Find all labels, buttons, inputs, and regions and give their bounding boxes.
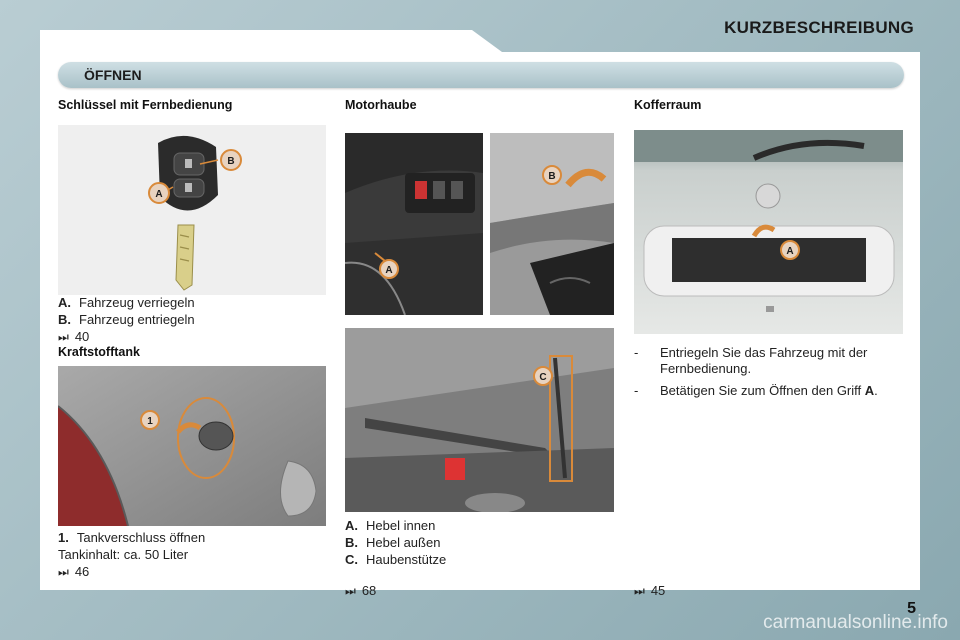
callout-b-outside: B <box>542 165 562 185</box>
watermark: carmanualsonline.info <box>763 612 948 633</box>
key-reference: ⏭ 40 <box>58 329 90 344</box>
bonnet-item-b: B. Hebel außen <box>345 535 441 550</box>
fuel-reference: ⏭ 46 <box>58 564 90 579</box>
bonnet-caption <box>345 517 614 568</box>
bonnet-heading: Motorhaube <box>345 98 417 112</box>
page-reference-icon: ⏭ <box>58 330 69 344</box>
fuel-capacity: Tankinhalt: ca. 50 Liter <box>58 547 189 562</box>
page-reference-icon: ⏭ <box>634 584 645 598</box>
key-image <box>58 125 326 295</box>
bonnet-lever-inside-image <box>345 133 483 315</box>
boot-instruction-1: - Entriegeln Sie das Fahrzeug mit der Fernbedienung. <box>634 345 868 376</box>
fuel-image <box>58 366 326 526</box>
page-reference-icon: ⏭ <box>345 584 356 598</box>
page-reference-icon: ⏭ <box>58 565 69 579</box>
fuel-caption <box>58 529 326 581</box>
bonnet-prop-image <box>345 328 614 512</box>
key-caption <box>58 294 326 346</box>
fuel-heading: Kraftstofftank <box>58 345 140 359</box>
bonnet-item-c: C. Haubenstütze <box>345 552 447 567</box>
boot-instructions <box>634 345 906 405</box>
key-heading: Schlüssel mit Fernbedienung <box>58 98 233 112</box>
callout-c: C <box>533 366 553 386</box>
section-banner <box>58 62 904 88</box>
bonnet-item-a: A. Hebel innen <box>345 518 436 533</box>
callout-a: A <box>148 182 170 204</box>
callout-a-inside: A <box>379 259 399 279</box>
banner-title: ÖFFNEN <box>84 67 142 83</box>
boot-instruction-2: - Betätigen Sie zum Öffnen den Griff A. <box>634 383 878 398</box>
section-title: KURZBESCHREIBUNG <box>724 18 914 37</box>
boot-heading: Kofferraum <box>634 98 702 112</box>
callout-b: B <box>220 149 242 171</box>
key-item-a: A. Fahrzeug verriegeln <box>58 295 195 310</box>
page-number: 5 <box>907 600 916 617</box>
fuel-item: 1. Tankverschluss öffnen <box>58 530 206 545</box>
callout-1: 1 <box>140 410 160 430</box>
boot-reference: ⏭ 45 <box>634 583 666 598</box>
bonnet-lever-outside-image <box>490 133 614 315</box>
key-item-b: B. Fahrzeug entriegeln <box>58 312 195 327</box>
bonnet-reference: ⏭ 68 <box>345 583 377 598</box>
boot-image <box>634 130 903 334</box>
callout-a-boot: A <box>780 240 800 260</box>
